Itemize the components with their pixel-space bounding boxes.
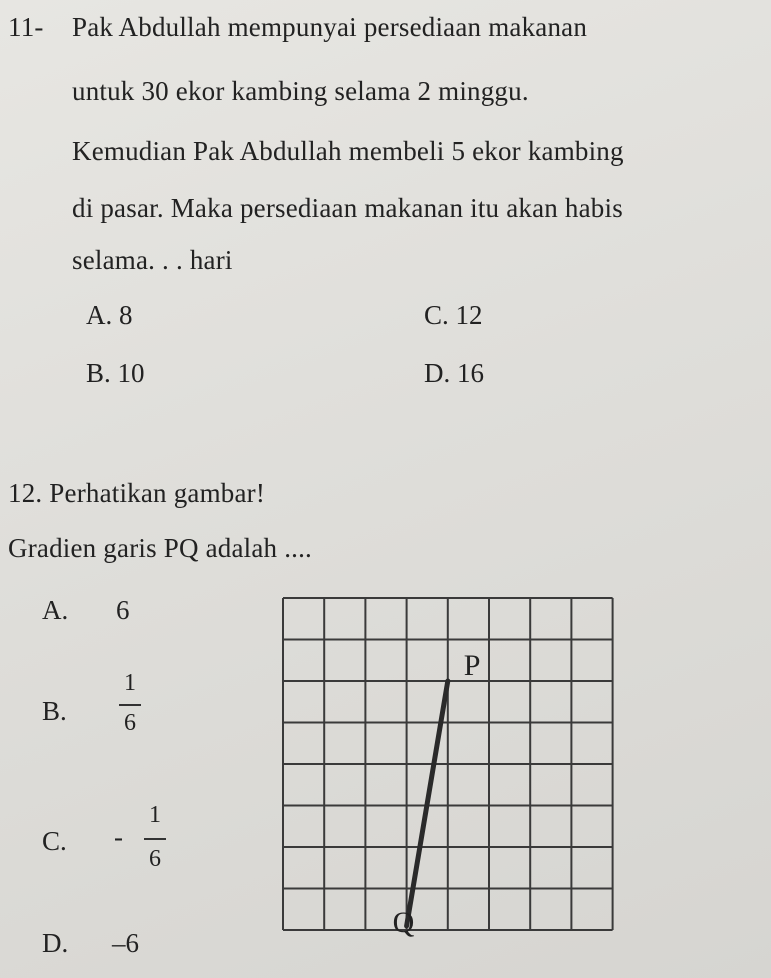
q12-heading: 12. Perhatikan gambar!	[8, 478, 266, 508]
q12-option-c-numerator: 1	[149, 802, 161, 828]
q11-line-4: di pasar. Maka persediaan makanan itu akan habis	[72, 193, 623, 223]
q11-option-b[interactable]: B. 10	[86, 358, 145, 388]
q12-option-d-letter[interactable]: D.	[42, 928, 69, 958]
q12-option-b-numerator: 1	[124, 670, 136, 696]
grid-lines	[283, 598, 613, 930]
q12-option-a-value: 6	[116, 595, 130, 625]
q11-line-1: Pak Abdullah mempunyai persediaan makanan	[72, 12, 588, 42]
point-p-label: P	[463, 649, 481, 682]
q11-option-c[interactable]: C. 12	[424, 300, 483, 330]
q12-option-b-letter[interactable]: B.	[42, 696, 67, 726]
q11-line-3: Kemudian Pak Abdullah membeli 5 ekor kambing	[72, 136, 624, 166]
q12-question: Gradien garis PQ adalah ....	[8, 533, 313, 563]
q11-number: 11-	[8, 12, 44, 42]
q12-option-d-value: –6	[112, 928, 139, 958]
q12-option-c-denominator: 6	[149, 846, 161, 872]
q12-option-a-letter[interactable]: A.	[42, 595, 69, 625]
q11-option-d[interactable]: D. 16	[424, 358, 484, 388]
q12-option-c-letter[interactable]: C.	[42, 826, 67, 856]
q12-option-b-denominator: 6	[124, 710, 136, 736]
q12-option-c-sign: -	[114, 822, 123, 852]
q11-line-2: untuk 30 ekor kambing selama 2 minggu.	[72, 76, 529, 106]
q11-option-a[interactable]: A. 8	[86, 300, 133, 330]
q11-line-5: selama. . . hari	[72, 245, 233, 275]
point-q-label: Q	[392, 906, 415, 939]
